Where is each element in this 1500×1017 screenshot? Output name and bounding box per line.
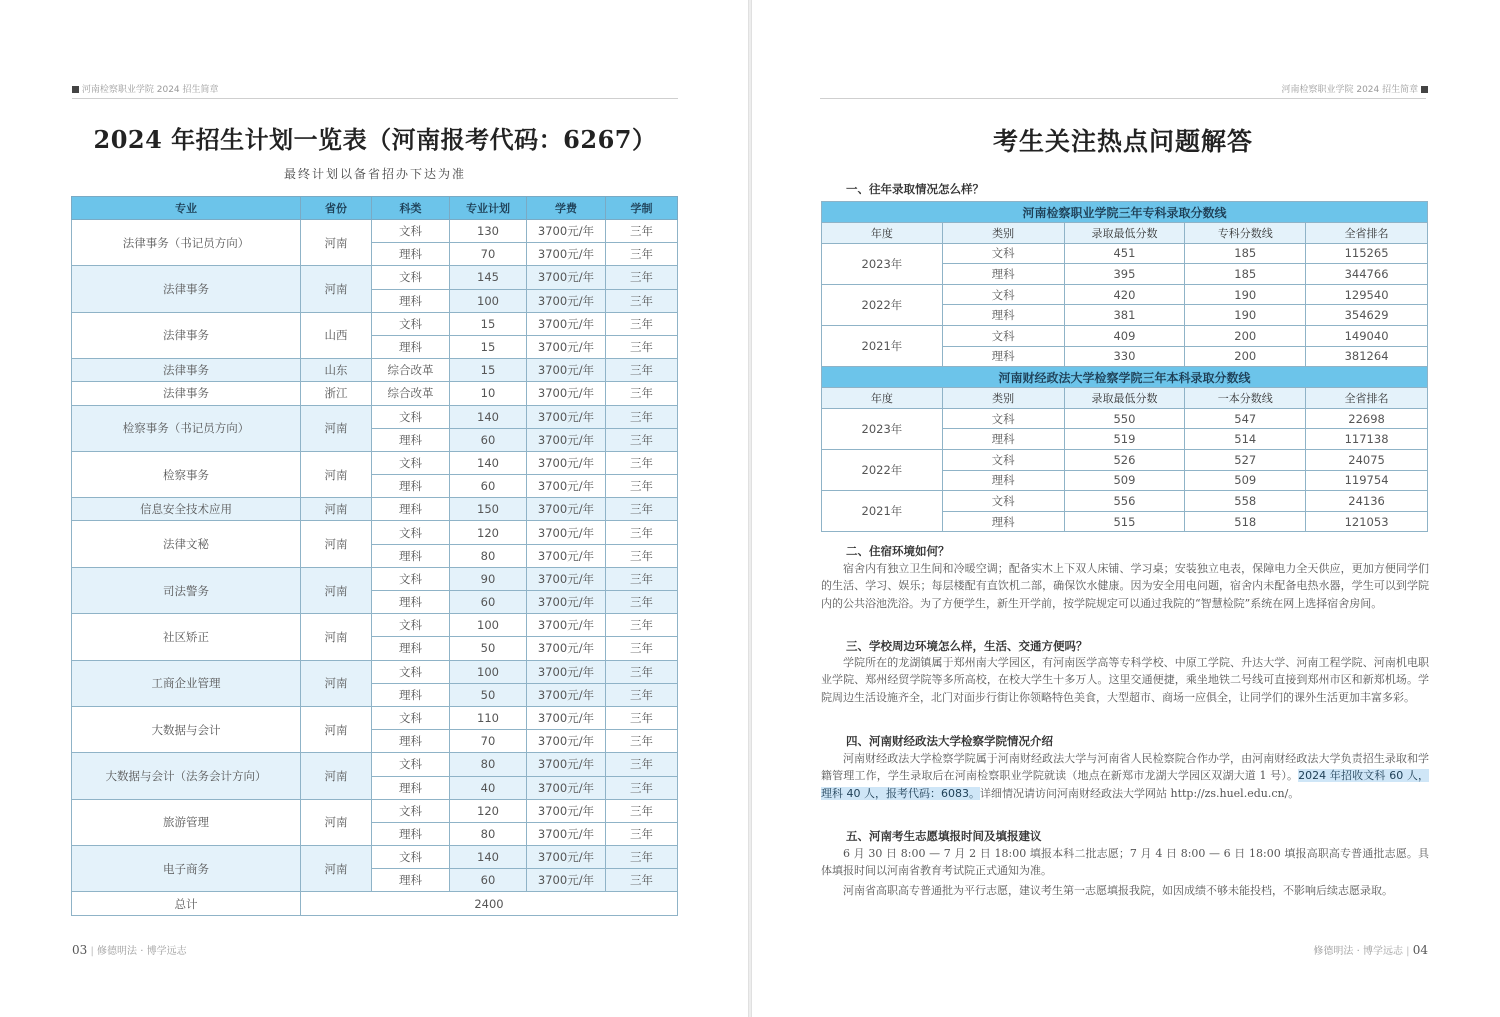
rank-cell: 149040 — [1306, 325, 1428, 346]
tuition-cell: 3700元/年 — [527, 846, 606, 869]
subject-cell: 文科 — [372, 614, 450, 637]
rank-cell: 354629 — [1306, 305, 1428, 326]
province-cell: 河南 — [301, 753, 372, 799]
duration-cell: 三年 — [606, 382, 678, 405]
plan-count-cell: 80 — [450, 544, 527, 567]
subject-cell: 理科 — [372, 498, 450, 521]
min-score-cell: 381 — [1064, 305, 1185, 326]
province-cell: 河南 — [301, 220, 372, 266]
total-value-cell: 2400 — [301, 892, 678, 915]
table-row — [72, 614, 678, 637]
table-row — [72, 498, 678, 521]
tuition-cell: 3700元/年 — [527, 312, 606, 335]
page-subtitle: 最终计划以备省招办下达为准 — [283, 167, 466, 181]
rank-cell: 115265 — [1306, 243, 1428, 264]
column-header: 类别 — [942, 388, 1064, 409]
province-cell: 河南 — [301, 846, 372, 892]
rank-cell: 344766 — [1306, 264, 1428, 285]
table-row — [72, 846, 678, 869]
table-row — [72, 382, 678, 405]
table-row — [72, 359, 678, 382]
plan-count-cell: 40 — [450, 776, 527, 799]
duration-cell: 三年 — [606, 335, 678, 358]
duration-cell: 三年 — [606, 289, 678, 312]
table-row — [822, 491, 1428, 512]
duration-cell: 三年 — [606, 776, 678, 799]
subject-cell: 理科 — [372, 683, 450, 706]
rank-cell: 117138 — [1306, 429, 1428, 450]
subject-cell: 理科 — [372, 730, 450, 753]
subject-cell: 文科 — [372, 451, 450, 474]
duration-cell: 三年 — [606, 544, 678, 567]
tuition-cell: 3700元/年 — [527, 799, 606, 822]
province-cell: 河南 — [301, 567, 372, 613]
running-head-text: 河南检察职业学院 2024 招生简章 — [81, 85, 219, 95]
duration-cell: 三年 — [606, 312, 678, 335]
table-row — [822, 243, 1428, 264]
category-cell: 文科 — [942, 449, 1064, 470]
subject-cell: 理科 — [372, 335, 450, 358]
cutoff-cell: 514 — [1185, 429, 1306, 450]
tuition-cell: 3700元/年 — [527, 706, 606, 729]
province-cell: 河南 — [301, 521, 372, 567]
table-row — [72, 799, 678, 822]
cutoff-cell: 190 — [1185, 284, 1306, 305]
plan-count-cell: 130 — [450, 220, 527, 243]
duration-cell: 三年 — [606, 266, 678, 289]
duration-cell: 三年 — [606, 591, 678, 614]
answer-5-advice: 河南省高职高专普通批为平行志愿，建议考生第一志愿填报我院，如因成绩不够未能投档，不影响后续志愿录取。 — [843, 883, 1393, 897]
column-header: 一本分数线 — [1185, 388, 1306, 409]
province-cell: 河南 — [301, 498, 372, 521]
category-cell: 理科 — [942, 305, 1064, 326]
table-row — [72, 706, 678, 729]
subject-cell: 理科 — [372, 776, 450, 799]
min-score-cell: 420 — [1064, 284, 1185, 305]
column-header: 专业计划 — [450, 197, 527, 220]
score-table-caption: 河南检察职业学院三年专科录取分数线 — [822, 202, 1428, 223]
province-cell: 山东 — [301, 359, 372, 382]
page-title: 考生关注热点问题解答 — [992, 127, 1253, 156]
plan-count-cell: 110 — [450, 706, 527, 729]
table-row — [822, 325, 1428, 346]
category-cell: 理科 — [942, 264, 1064, 285]
duration-cell: 三年 — [606, 405, 678, 428]
column-header: 全省排名 — [1306, 223, 1428, 244]
page-number: 04 — [1412, 943, 1428, 957]
province-cell: 河南 — [301, 799, 372, 845]
square-bullet-icon — [72, 86, 79, 93]
province-cell: 河南 — [301, 660, 372, 706]
major-cell: 大数据与会计（法务会计方向） — [72, 753, 301, 799]
major-cell: 法律事务（书记员方向） — [72, 220, 301, 266]
table-row — [822, 284, 1428, 305]
total-row — [72, 892, 678, 915]
column-header: 年度 — [822, 223, 943, 244]
total-label-cell: 总计 — [72, 892, 301, 915]
major-cell: 司法警务 — [72, 567, 301, 613]
page-number: 03 — [72, 943, 88, 957]
table-row — [72, 521, 678, 544]
tuition-cell: 3700元/年 — [527, 730, 606, 753]
min-score-cell: 550 — [1064, 408, 1185, 429]
category-cell: 理科 — [942, 511, 1064, 532]
cutoff-cell: 558 — [1185, 491, 1306, 512]
column-header: 科类 — [372, 197, 450, 220]
major-cell: 法律事务 — [72, 266, 301, 312]
subject-cell: 综合改革 — [372, 359, 450, 382]
subject-cell: 文科 — [372, 799, 450, 822]
min-score-cell: 519 — [1064, 429, 1185, 450]
duration-cell: 三年 — [606, 220, 678, 243]
plan-count-cell: 140 — [450, 846, 527, 869]
cutoff-cell: 547 — [1185, 408, 1306, 429]
subject-cell: 文科 — [372, 405, 450, 428]
subject-cell: 文科 — [372, 220, 450, 243]
left-page — [0, 0, 748, 1017]
duration-cell: 三年 — [606, 451, 678, 474]
answer-4-website: 详细情况请访问河南财经政法大学网站 http://zs.huel.edu.cn/。 — [979, 786, 1300, 800]
rank-cell: 24136 — [1306, 491, 1428, 512]
year-cell: 2023年 — [822, 408, 943, 449]
column-header: 录取最低分数 — [1064, 223, 1185, 244]
category-cell: 文科 — [942, 284, 1064, 305]
plan-count-cell: 145 — [450, 266, 527, 289]
major-cell: 法律事务 — [72, 359, 301, 382]
question-2: 二、住宿环境如何？ — [846, 544, 950, 558]
header-rule — [72, 98, 678, 99]
major-cell: 法律事务 — [72, 312, 301, 358]
tuition-cell: 3700元/年 — [527, 451, 606, 474]
min-score-cell: 451 — [1064, 243, 1185, 264]
table-body — [72, 220, 678, 916]
column-header: 录取最低分数 — [1064, 388, 1185, 409]
subject-cell: 理科 — [372, 869, 450, 892]
category-cell: 文科 — [942, 408, 1064, 429]
year-cell: 2021年 — [822, 325, 943, 366]
year-cell: 2021年 — [822, 491, 943, 532]
min-score-cell: 556 — [1064, 491, 1185, 512]
duration-cell: 三年 — [606, 869, 678, 892]
table-row — [72, 266, 678, 289]
year-cell: 2022年 — [822, 284, 943, 325]
duration-cell: 三年 — [606, 846, 678, 869]
question-5: 五、河南考生志愿填报时间及填报建议 — [846, 829, 1042, 843]
running-head-text: 河南检察职业学院 2024 招生简章 — [1281, 85, 1419, 95]
tuition-cell: 3700元/年 — [527, 243, 606, 266]
answer-2: 宿舍内有独立卫生间和冷暖空调；配备实木上下双人床铺、学习桌；安装独立电表，保障电力全天供应，更加方便同学们的生活、学习、娱乐；每层楼配有直饮机二部，确保饮水健康。因为安全用电问题，宿舍内未配备电热水器，学生可以到学院内的公共浴池洗浴。为了方便学生，新生开学前，按学院规定可以通过我院的“智慧检院”系统在网上选择宿舍房间。 — [821, 562, 1429, 610]
table-row — [72, 451, 678, 474]
cutoff-cell: 185 — [1185, 243, 1306, 264]
subject-cell: 文科 — [372, 753, 450, 776]
subject-cell: 文科 — [372, 660, 450, 683]
subject-cell: 理科 — [372, 243, 450, 266]
province-cell: 山西 — [301, 312, 372, 358]
column-header: 专业 — [72, 197, 301, 220]
subject-cell: 理科 — [372, 475, 450, 498]
subject-cell: 文科 — [372, 567, 450, 590]
tuition-cell: 3700元/年 — [527, 405, 606, 428]
table-row — [72, 567, 678, 590]
duration-cell: 三年 — [606, 498, 678, 521]
rank-cell: 129540 — [1306, 284, 1428, 305]
question-1: 一、往年录取情况怎么样？ — [846, 182, 984, 196]
subject-cell: 文科 — [372, 521, 450, 544]
major-cell: 检察事务（书记员方向） — [72, 405, 301, 451]
subject-cell: 文科 — [372, 846, 450, 869]
duration-cell: 三年 — [606, 637, 678, 660]
answer-5 — [821, 845, 1429, 899]
column-header: 专科分数线 — [1185, 223, 1306, 244]
duration-cell: 三年 — [606, 660, 678, 683]
enrollment-highlight: 2024 年招收文科 60 人，理科 40 人，报考代码：6083。 — [821, 769, 1429, 800]
cutoff-cell: 527 — [1185, 449, 1306, 470]
plan-count-cell: 120 — [450, 799, 527, 822]
plan-count-cell: 100 — [450, 660, 527, 683]
duration-cell: 三年 — [606, 243, 678, 266]
tuition-cell: 3700元/年 — [527, 289, 606, 312]
tuition-cell: 3700元/年 — [527, 637, 606, 660]
rank-cell: 22698 — [1306, 408, 1428, 429]
rank-cell: 119754 — [1306, 470, 1428, 491]
admission-score-table — [821, 201, 1428, 532]
cutoff-cell: 185 — [1185, 264, 1306, 285]
plan-count-cell: 10 — [450, 382, 527, 405]
plan-count-cell: 70 — [450, 730, 527, 753]
subject-cell: 理科 — [372, 591, 450, 614]
plan-count-cell: 60 — [450, 428, 527, 451]
score-table-caption-row — [822, 367, 1428, 388]
plan-count-cell: 100 — [450, 289, 527, 312]
table-row — [822, 449, 1428, 470]
cutoff-cell: 200 — [1185, 325, 1306, 346]
duration-cell: 三年 — [606, 567, 678, 590]
rank-cell: 121053 — [1306, 511, 1428, 532]
major-cell: 法律事务 — [72, 382, 301, 405]
subject-cell: 文科 — [372, 266, 450, 289]
major-cell: 信息安全技术应用 — [72, 498, 301, 521]
duration-cell: 三年 — [606, 614, 678, 637]
table-row — [72, 405, 678, 428]
plan-count-cell: 140 — [450, 451, 527, 474]
tuition-cell: 3700元/年 — [527, 428, 606, 451]
subject-cell: 理科 — [372, 289, 450, 312]
subject-cell: 理科 — [372, 822, 450, 845]
category-cell: 理科 — [942, 346, 1064, 367]
tuition-cell: 3700元/年 — [527, 335, 606, 358]
major-cell: 工商企业管理 — [72, 660, 301, 706]
tuition-cell: 3700元/年 — [527, 266, 606, 289]
score-header-row — [822, 388, 1428, 409]
min-score-cell: 395 — [1064, 264, 1185, 285]
table-row — [72, 753, 678, 776]
major-cell: 旅游管理 — [72, 799, 301, 845]
answer-4 — [821, 750, 1429, 802]
tuition-cell: 3700元/年 — [527, 660, 606, 683]
major-cell: 检察事务 — [72, 451, 301, 497]
major-cell: 电子商务 — [72, 846, 301, 892]
header-rule — [820, 98, 1426, 99]
category-cell: 文科 — [942, 325, 1064, 346]
table-header-row — [72, 197, 678, 220]
major-cell: 法律文秘 — [72, 521, 301, 567]
cutoff-cell: 518 — [1185, 511, 1306, 532]
plan-count-cell: 150 — [450, 498, 527, 521]
province-cell: 浙江 — [301, 382, 372, 405]
min-score-cell: 330 — [1064, 346, 1185, 367]
province-cell: 河南 — [301, 451, 372, 497]
plan-count-cell: 120 — [450, 521, 527, 544]
running-head — [72, 82, 219, 95]
duration-cell: 三年 — [606, 706, 678, 729]
column-header: 年度 — [822, 388, 943, 409]
tuition-cell: 3700元/年 — [527, 753, 606, 776]
tuition-cell: 3700元/年 — [527, 591, 606, 614]
tuition-cell: 3700元/年 — [527, 359, 606, 382]
question-3: 三、学校周边环境怎么样，生活、交通方便吗？ — [846, 639, 1088, 653]
tuition-cell: 3700元/年 — [527, 614, 606, 637]
footer-motto: 修德明法 · 博学远志 — [97, 946, 187, 957]
running-head — [1281, 82, 1428, 95]
column-header: 省份 — [301, 197, 372, 220]
answer-3: 学院所在的龙湖镇属于郑州南大学园区，有河南医学高等专科学校、中原工学院、升达大学、河南工程学院、河南机电职业学院、郑州经贸学院等多所高校，在校大学生十多万人。这里交通便捷，乘坐地铁二号线可直接到郑州市区和新郑机场。学院周边生活设施齐全，北门对面步行街让你领略特色美食，大型超市、商场一应俱全，让同学们的课外生活更加丰富多彩。 — [821, 656, 1429, 704]
min-score-cell: 509 — [1064, 470, 1185, 491]
plan-count-cell: 60 — [450, 869, 527, 892]
score-header-row — [822, 223, 1428, 244]
plan-count-cell: 140 — [450, 405, 527, 428]
plan-count-cell: 70 — [450, 243, 527, 266]
plan-count-cell: 15 — [450, 359, 527, 382]
score-table-caption-row — [822, 202, 1428, 223]
answer-4-intro: 河南财经政法大学检察学院属于河南财经政法大学与河南省人民检察院合作办学，由河南财经政法大学负责招生录取和学籍管理工作，学生录取后在河南检察职业学院就读（地点在新郑市龙湖大学园区双湖大道 1 号）。 — [821, 752, 1429, 783]
duration-cell: 三年 — [606, 359, 678, 382]
year-cell: 2022年 — [822, 449, 943, 490]
subject-cell: 文科 — [372, 706, 450, 729]
min-score-cell: 409 — [1064, 325, 1185, 346]
rank-cell: 24075 — [1306, 449, 1428, 470]
major-cell: 大数据与会计 — [72, 706, 301, 752]
subject-cell: 理科 — [372, 544, 450, 567]
plan-count-cell: 90 — [450, 567, 527, 590]
province-cell: 河南 — [301, 405, 372, 451]
tuition-cell: 3700元/年 — [527, 475, 606, 498]
plan-count-cell: 80 — [450, 822, 527, 845]
category-cell: 理科 — [942, 429, 1064, 450]
tuition-cell: 3700元/年 — [527, 521, 606, 544]
column-header: 类别 — [942, 223, 1064, 244]
category-cell: 文科 — [942, 491, 1064, 512]
cutoff-cell: 190 — [1185, 305, 1306, 326]
subject-cell: 理科 — [372, 428, 450, 451]
tuition-cell: 3700元/年 — [527, 220, 606, 243]
table-row — [822, 408, 1428, 429]
tuition-cell: 3700元/年 — [527, 869, 606, 892]
tuition-cell: 3700元/年 — [527, 544, 606, 567]
min-score-cell: 515 — [1064, 511, 1185, 532]
table-row — [72, 220, 678, 243]
tuition-cell: 3700元/年 — [527, 683, 606, 706]
table-row — [72, 660, 678, 683]
duration-cell: 三年 — [606, 799, 678, 822]
tuition-cell: 3700元/年 — [527, 822, 606, 845]
column-header: 全省排名 — [1306, 388, 1428, 409]
subject-cell: 综合改革 — [372, 382, 450, 405]
footer-motto: 修德明法 · 博学远志 — [1313, 946, 1403, 957]
score-table-caption: 河南财经政法大学检察学院三年本科录取分数线 — [822, 367, 1428, 388]
duration-cell: 三年 — [606, 683, 678, 706]
tuition-cell: 3700元/年 — [527, 776, 606, 799]
rank-cell: 381264 — [1306, 346, 1428, 367]
page-title: 2024 年招生计划一览表（河南报考代码：6267） — [93, 125, 657, 154]
column-header: 学费 — [527, 197, 606, 220]
tuition-cell: 3700元/年 — [527, 567, 606, 590]
square-bullet-icon — [1421, 86, 1428, 93]
province-cell: 河南 — [301, 614, 372, 660]
footer: 03 | 修德明法 · 博学远志 — [72, 943, 187, 957]
cutoff-cell: 509 — [1185, 470, 1306, 491]
category-cell: 文科 — [942, 243, 1064, 264]
min-score-cell: 526 — [1064, 449, 1185, 470]
duration-cell: 三年 — [606, 753, 678, 776]
cutoff-cell: 200 — [1185, 346, 1306, 367]
enrollment-plan-table — [71, 196, 678, 916]
plan-count-cell: 60 — [450, 591, 527, 614]
plan-count-cell: 50 — [450, 637, 527, 660]
plan-count-cell: 60 — [450, 475, 527, 498]
plan-count-cell: 100 — [450, 614, 527, 637]
question-4: 四、河南财经政法大学检察学院情况介绍 — [846, 734, 1053, 748]
duration-cell: 三年 — [606, 521, 678, 544]
subject-cell: 文科 — [372, 312, 450, 335]
province-cell: 河南 — [301, 706, 372, 752]
tuition-cell: 3700元/年 — [527, 498, 606, 521]
duration-cell: 三年 — [606, 428, 678, 451]
year-cell: 2023年 — [822, 243, 943, 284]
answer-5-schedule: 6 月 30 日 8:00 — 7 月 2 日 18:00 填报本科二批志愿；7 月 4 日 8:00 — 6 日 18:00 填报高职高专普通批志愿。具体填报时间以河南省教育考试院正式通知为准。 — [821, 847, 1429, 878]
province-cell: 河南 — [301, 266, 372, 312]
duration-cell: 三年 — [606, 475, 678, 498]
plan-count-cell: 15 — [450, 335, 527, 358]
duration-cell: 三年 — [606, 730, 678, 753]
plan-count-cell: 50 — [450, 683, 527, 706]
tuition-cell: 3700元/年 — [527, 382, 606, 405]
plan-count-cell: 80 — [450, 753, 527, 776]
subject-cell: 理科 — [372, 637, 450, 660]
table-row — [72, 312, 678, 335]
column-header: 学制 — [606, 197, 678, 220]
major-cell: 社区矫正 — [72, 614, 301, 660]
plan-count-cell: 15 — [450, 312, 527, 335]
duration-cell: 三年 — [606, 822, 678, 845]
category-cell: 理科 — [942, 470, 1064, 491]
footer: 修德明法 · 博学远志 | 04 — [1313, 943, 1428, 957]
